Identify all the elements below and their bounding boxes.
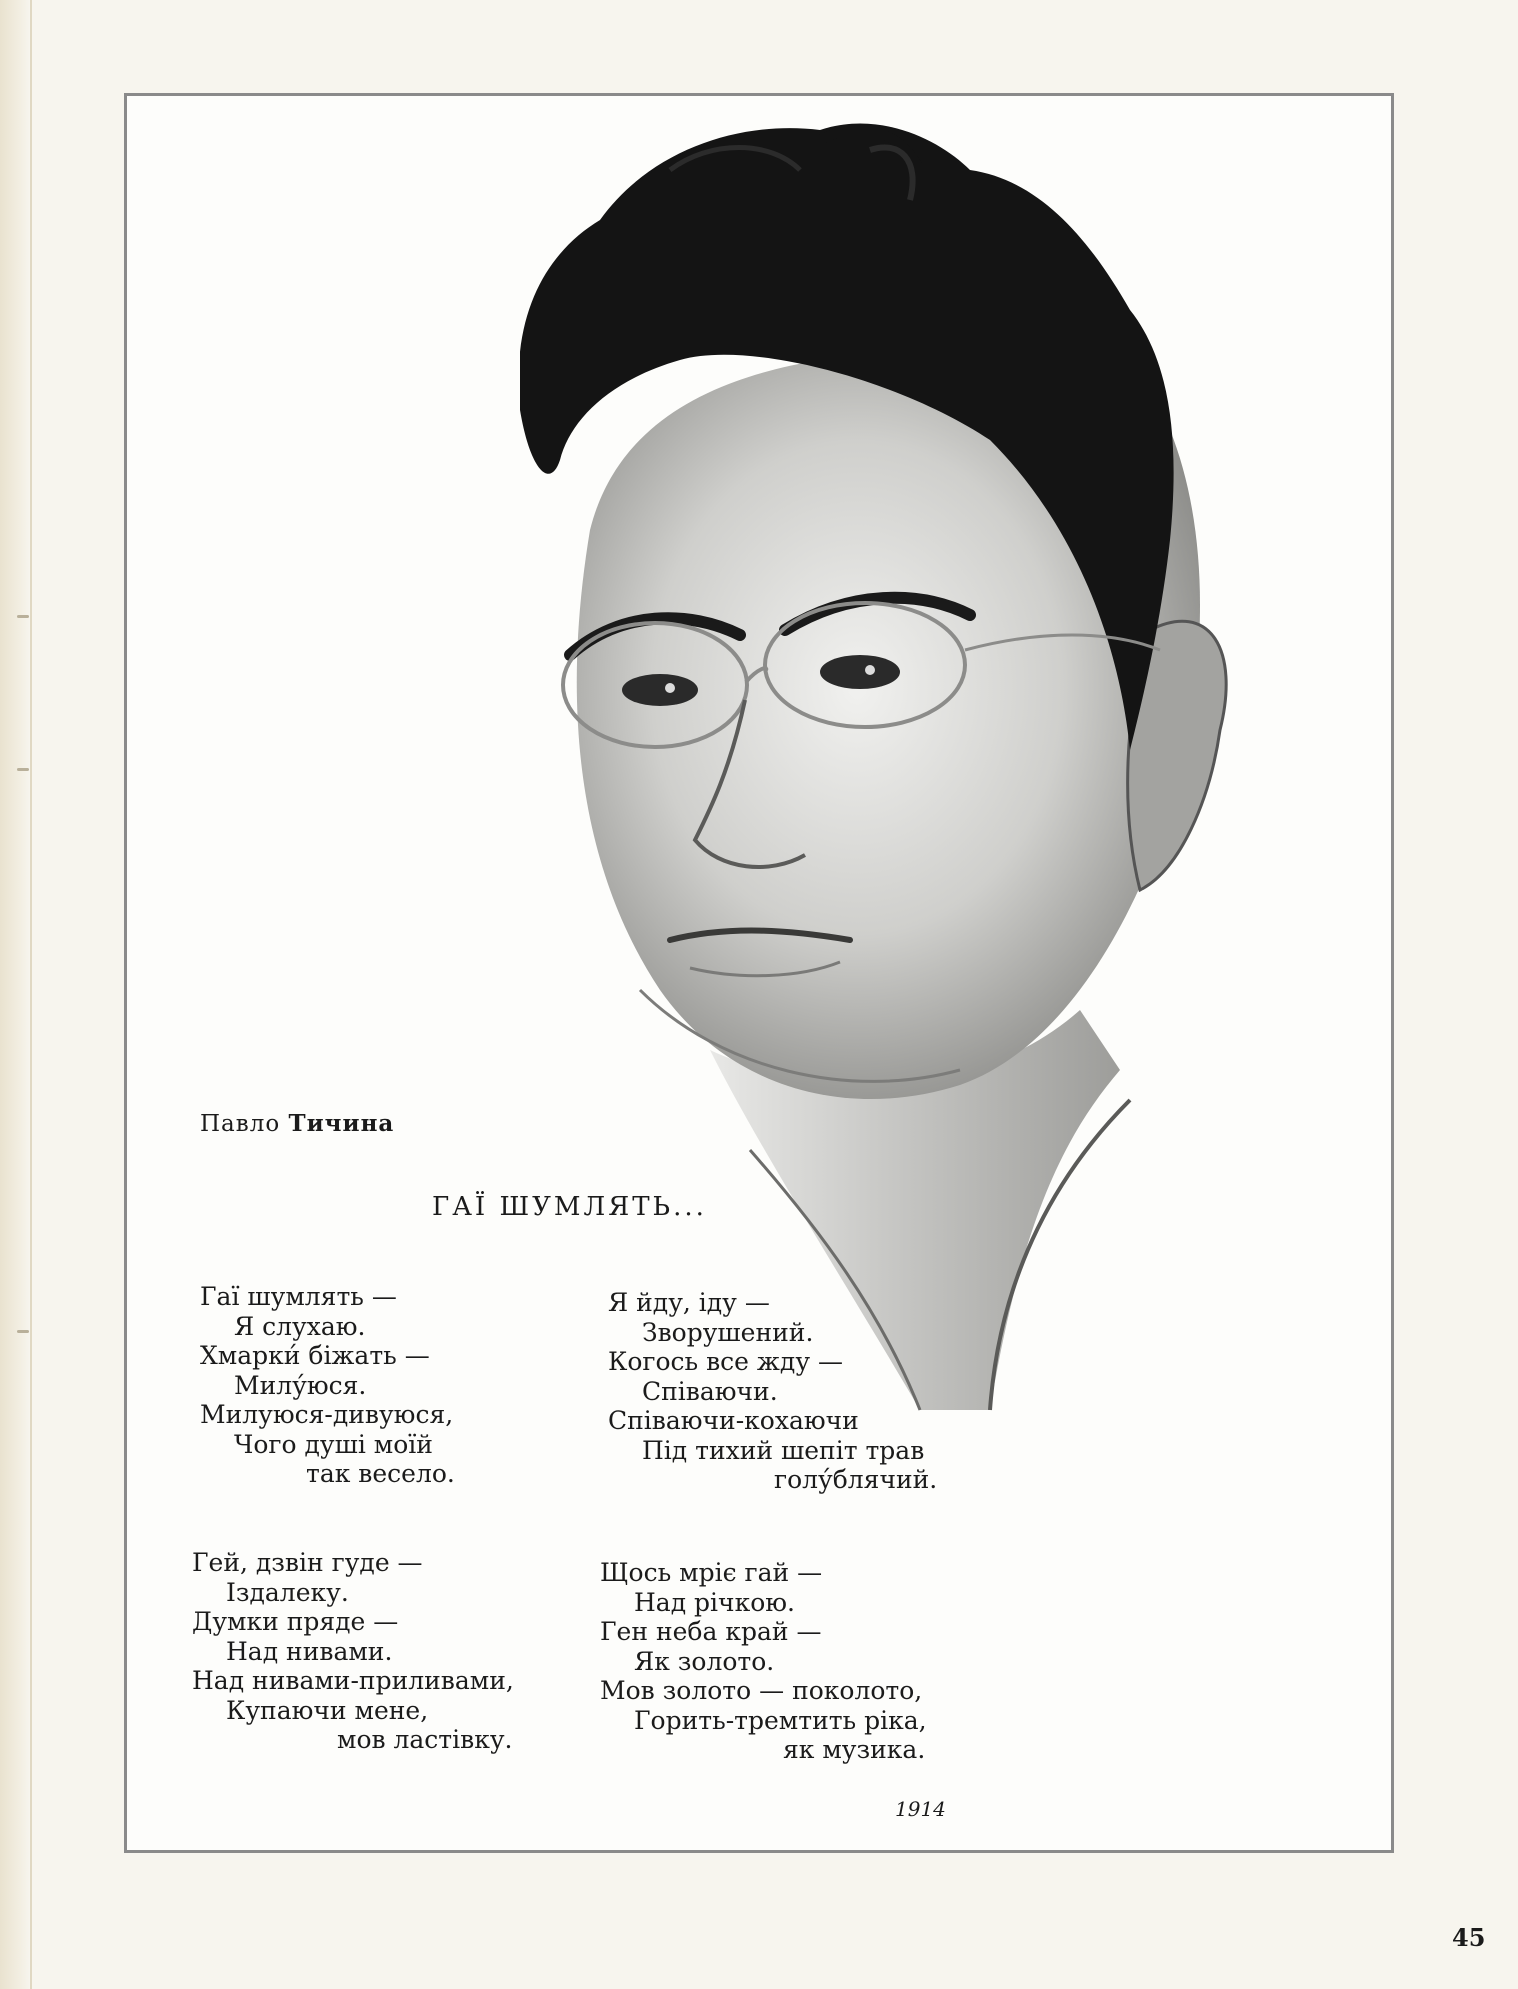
author-name (200, 1110, 394, 1137)
verse-line: мов ластівку. (337, 1725, 513, 1754)
binding-edge (0, 0, 30, 1989)
verse-line: Гей, дзвін гуде — (192, 1548, 423, 1577)
verse-line: Мов золото — поколото, (600, 1676, 923, 1705)
verse-line: як музика. (783, 1735, 926, 1764)
verse-line: Милуюся-дивуюся, (200, 1400, 454, 1429)
poem-year: 1914 (895, 1797, 946, 1821)
binding-stitch (17, 615, 29, 618)
verse-line: Над річкою. (634, 1587, 795, 1617)
author-first-name: Павло (200, 1111, 281, 1137)
binding-stitch (17, 768, 29, 771)
verse-line: Чого душі моїй (234, 1429, 433, 1459)
verse-line: Як золото. (634, 1646, 775, 1676)
verse-line: голу́блячий. (774, 1465, 938, 1494)
verse-line: Купаючи мене, (226, 1695, 429, 1725)
stanza-right-2 (600, 1558, 927, 1765)
verse-line: Під тихий шепіт трав (642, 1435, 925, 1465)
verse-line: Я йду, іду — (608, 1288, 770, 1317)
stanza-left-2 (192, 1548, 514, 1755)
verse-line: Я слухаю. (234, 1311, 366, 1341)
verse-line: Милу́юся. (234, 1370, 367, 1400)
stanza-right-1 (608, 1288, 937, 1495)
binding-stitch (17, 1330, 29, 1333)
verse-line: так весело. (306, 1459, 455, 1488)
verse-line: Горить-тремтить ріка, (634, 1705, 927, 1735)
verse-line: Над нивами-приливами, (192, 1666, 514, 1695)
verse-line: Гаї шумлять — (200, 1282, 397, 1311)
author-portrait (520, 110, 1380, 1420)
verse-line: Когось все жду — (608, 1347, 843, 1376)
verse-line: Ген неба край — (600, 1617, 822, 1646)
verse-line: Щось мріє гай — (600, 1558, 823, 1587)
binding-line (30, 0, 32, 1989)
verse-line: Думки пряде — (192, 1607, 399, 1636)
verse-line: Зворушений. (642, 1317, 814, 1347)
verse-line: Співаючи-кохаючи (608, 1406, 859, 1435)
page-number: 45 (1452, 1923, 1486, 1952)
verse-line: Іздалеку. (226, 1577, 349, 1607)
verse-line: Співаючи. (642, 1376, 778, 1406)
verse-line: Над нивами. (226, 1636, 393, 1666)
stanza-left-1 (200, 1282, 455, 1489)
poem-title: ГАЇ ШУМЛЯТЬ... (432, 1192, 707, 1222)
verse-line: Хмарки́ біжать — (200, 1341, 430, 1370)
author-last-name: Тичина (288, 1110, 395, 1137)
